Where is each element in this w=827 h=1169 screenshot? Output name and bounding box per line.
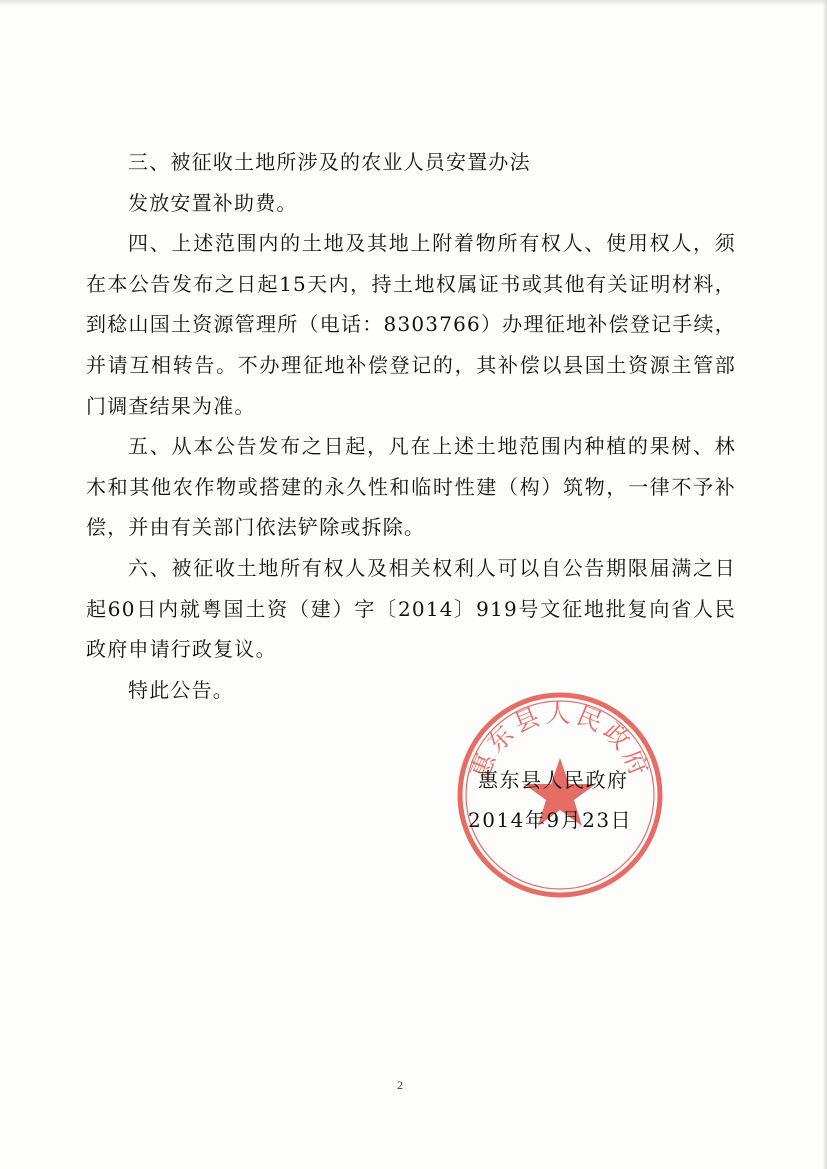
signature-date: 2014年9月23日 xyxy=(468,808,633,832)
paragraph-no-compensation: 五、从本公告发布之日起，凡在上述土地范围内种植的果树、林木和其他农作物或搭建的永久性和临时性建（构）筑物，一律不予补偿，并由有关部门依法铲除或拆除。 xyxy=(86,434,736,540)
paragraph-closing: 特此公告。 xyxy=(128,677,234,702)
document-body xyxy=(86,142,736,710)
paragraph-registration: 四、上述范围内的土地及其地上附着物所有权人、使用权人，须在本公告发布之日起15天内，持土地权属证书或其他有关证明材料，到稔山国土资源管理所（电话：8303766）办理征地补偿登记手续，并请互相转告。不办理征地补偿登记的，其补偿以县国土资源主管部门调查结果为准。 xyxy=(86,231,736,418)
signature-block xyxy=(466,760,656,840)
signature-organization: 惠东县人民政府 xyxy=(478,768,629,792)
paragraph-review: 六、被征收土地所有权人及相关权利人可以自公告期限届满之日起60日内就粤国土资（建）字〔2014〕919号文征地批复向省人民政府申请行政复议。 xyxy=(86,555,736,662)
page-number: 2 xyxy=(397,1078,403,1092)
paragraph-resettlement-heading: 三、被征收土地所涉及的农业人员安置办法 xyxy=(128,150,531,174)
scan-edge-right xyxy=(823,0,827,1169)
paragraph-resettlement-subsidy: 发放安置补助费。 xyxy=(128,190,298,215)
scan-edge-top xyxy=(0,0,827,6)
svg-text:惠东县人民政府: 惠东县人民政府 xyxy=(464,698,656,784)
